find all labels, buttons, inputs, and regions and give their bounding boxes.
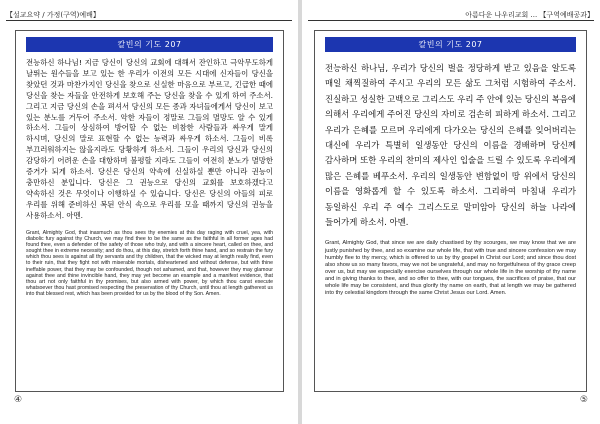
left-korean-prayer: 전능하신 하나님! 지금 당신이 당신의 교회에 대해서 잔인하고 극악무도하게 날뛰는 원수들을 보고 있는 한 우리가 이전의 모든 시대에 신자들이 당신을 찾았던 것과 마찬가지인 당신을 찾으로 신실한 마음으로 부르고, 긴급한 때에 당신을 찾는 자들을 안전하게 보호해 주는 당신을 찾을 수 있게 하여 주소서. 그리고 지금 당신의 손을 펴셔서 당신의 모든 종과 자녀들에게서 당신이 보고 있는 분노를 거두어 주소서. 악한 자들이 정말로 그들의 멸망도 알 수 있게 하소서. 그들이 상심하여 방어할 수 없는 비참한 사람들과 싸우게 말게 하시며, 당신의 말로 표현할 수 없는 능력과 싸우게 하소서. 그들이 비록 부끄러워하지는 않을지라도 당황하게 하소서. 그들이 우리의 당신과 당신의 감당하기 어려운 손을 대항하며 불평할 지라도 그들이 여전히 분노가 멸망한 증거가 되게 하소서. 당신은 당신의 약속에 신실하실 뿐만 아니라 권능이 충만하신 분입니다. 당신은 그 권능으로 당신의 교회를 보호하겠다고 약속하신 것은 무엇이나 이행하실 수 있습니다. 당신은 당신의 아들의 피로 우리를 위해 준비하신 복된 안식 속으로 우리를 모을 때까지 당신의 권능을 사용하소서. 아멘. [26, 58, 273, 220]
left-page-header: 【설교요약 / 가정(구역)예배】 [6, 11, 100, 19]
left-prayer-frame [15, 30, 284, 392]
right-prayer-title: 칼빈의 기도 207 [325, 37, 576, 52]
left-prayer-title: 칼빈의 기도 207 [26, 37, 273, 52]
right-english-prayer: Grant, Almighty God, that since we are daily chastised by thy scourges, we may know that we are justly punished by thee, and so examine our whole life, that with true and sincere confession we may humbly flee to thy mercy, which is offered to us by thy gospel in Christ our Lord; and since thou dost also show us so many favors, may we not be ungrateful, and may no forgetfulness of thy grace creep over us, but may we especially exercise ourselves through our whole life in the worship of thy name and in giving thanks to thee, and so offer to thee, with our tongues, the sacrifices of praise, that our whole life may be consistent, and thus glorify thy name on earth, that at length we may be gathered into thy celestial kingdom through the same Christ Jesus our Lord. Amen. [325, 240, 576, 297]
right-page-number: ⑤ [579, 395, 588, 405]
left-header-rule [6, 20, 292, 21]
left-page [0, 0, 298, 424]
left-page-number: ④ [14, 395, 23, 405]
right-page-header: 아름다운 나우리교회 ... 【구역예배공과】 [465, 11, 594, 19]
left-english-prayer: Grant, Almighty God, that inasmuch as thou sees thy enemies at this day raging with cruel, yea, with diabolic fury against thy Church, we may find thee to be the same as the faithful in all former ages had found thee, even a defender of the safety of those who truly, and with a sincere heart, called on thee, and sought thee in extreme necessity; and do thou, at this day, stretch forth thine hand, and so restrain the fury which thou sees is against all thy servants and thy children, that the wicked may at length really find, even to their ruin, that they fight not with miserable mortals, disheartened and without defense, but with thine ineffable power, that they may be confounded, though not ashamed, and that, however they may glamour against thee and thine invincible hand, they may yet become an example and a manifest evidence, that thou art not only faithful in thy promises, but also armed with power, by which thou canst execute whatsoever thou hast promised respecting the preservation of thy Church, until thou at length gatherest us into that blessed rest, which has been provided for us by the blood of thy Son. Amen. [26, 229, 273, 298]
right-korean-prayer: 전능하신 하나님, 우리가 당신의 벌을 정당하게 받고 있음을 알도록 매일 채찍질하여 주시고 우리의 모든 삶도 그처럼 시험하여 주소서. 진실하고 성실한 고백으로 그리스도 우리 주 안에 있는 당신의 복음에 의해서 우리에게 주어진 당신의 자비로 검손히 피하게 하소서. 그리고 우리가 은혜를 모르며 우리에게 다가오는 당신의 은혜를 잊어버리는 대신에 우리가 특별히 일생동안 당신의 이름을 경배하며 당신께 감사하며 또한 우리의 찬미의 제사인 입술을 드릴 수 있도록 우리에게 많은 은혜를 베푸소서. 우리의 일생동안 변함없이 땅 위에서 당신의 이름을 영화롭게 할 수 있도록 하소서. 그리하여 마침내 우리가 동일하신 우리 주 예수 그리스도로 말미암아 당신의 하늘 나라에 들어가게 하소서. 아멘. [325, 63, 576, 228]
right-header-rule [308, 20, 594, 21]
right-prayer-frame [314, 30, 587, 392]
right-page [302, 0, 600, 424]
